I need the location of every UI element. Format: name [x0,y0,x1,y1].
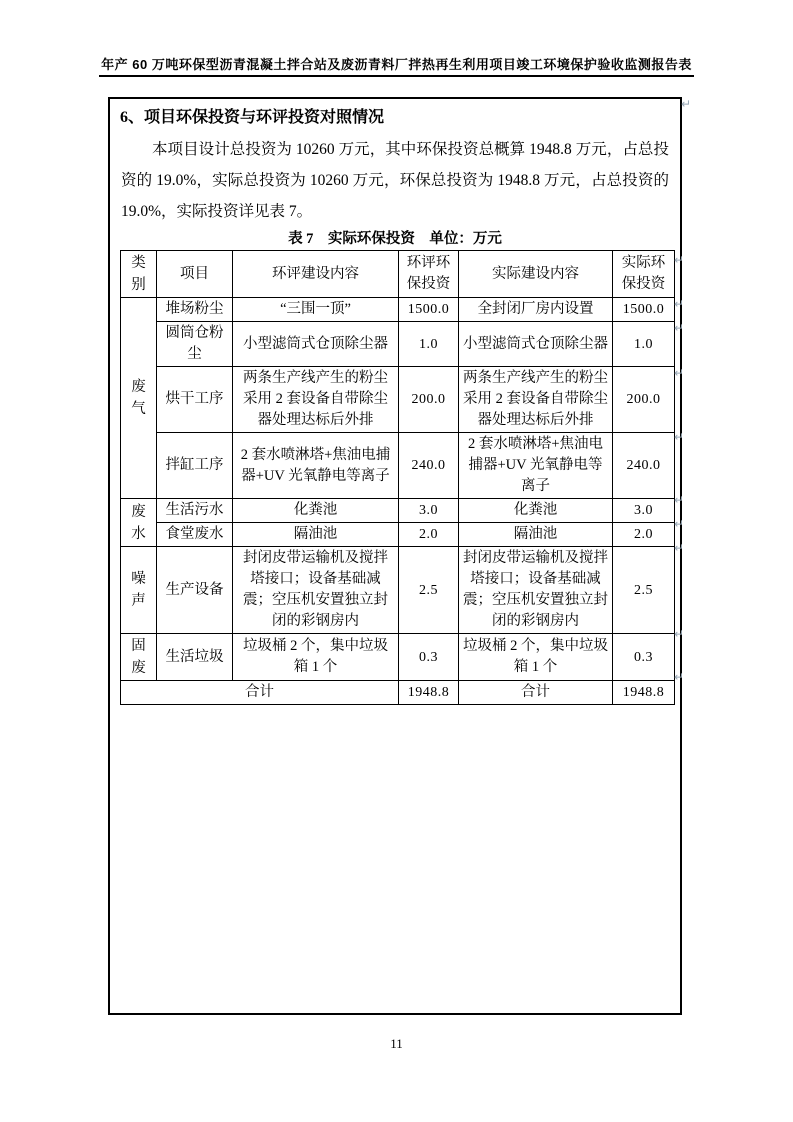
paragraph-mark-icon: ↵ [674,321,685,335]
col-header-project: 项目 [157,251,233,298]
report-form-box [108,97,685,1015]
col-header-eia-content: 环评建设内容 [233,251,399,298]
eia-content-cell: 化粪池 [233,499,399,523]
actual-invest-cell: 2.0 [613,523,675,547]
eia-invest-cell: 200.0 [399,367,459,433]
actual-content-cell: 化粪池 [459,499,613,523]
actual-content-cell: 2 套水喷淋塔+焦油电捕器+UV 光氧静电等离子 [459,433,613,499]
investment-summary-paragraph: 本项目设计总投资为 10260 万元，其中环保投资总概算 1948.8 万元，占总投资的 19.0%，实际总投资为 10260 万元，环保总投资为 1948.8 万元，占总投资的 19.0%，实际投资详见表 7。 [121,141,669,220]
actual-content-cell: 隔油池 [459,523,613,547]
col-header-category: 类别 [121,251,157,298]
actual-invest-cell: 240.0 [613,433,675,499]
eia-invest-cell: 240.0 [399,433,459,499]
paragraph-mark-icon: ↵ [674,627,685,641]
investment-comparison-table [120,250,675,705]
actual-invest-cell: 1.0 [613,322,675,367]
category-cell-solid-waste: 固废 [121,634,157,681]
table-row [121,367,675,433]
table-row [121,523,675,547]
table-header-row [121,251,675,298]
table-row [121,298,675,322]
table-row [121,499,675,523]
total-actual-invest-cell: 1948.8 [613,681,675,705]
paragraph-mark-icon: ↵ [674,297,685,311]
eia-invest-cell: 2.0 [399,523,459,547]
running-header-text: 年产 60 万吨环保型沥青混凝土拌合站及废沥青料厂拌热再生利用项目竣工环境保护验收监测报告表 [99,54,694,77]
actual-invest-cell: 1500.0 [613,298,675,322]
eia-invest-cell: 2.5 [399,547,459,634]
paragraph-mark-icon: ↵ [674,670,685,684]
col-header-actual-invest: 实际环保投资 [613,251,675,298]
col-header-eia-invest: 环评环保投资 [399,251,459,298]
actual-content-cell: 两条生产线产生的粉尘采用 2 套设备自带除尘器处理达标后外排 [459,367,613,433]
paragraph-mark-icon: ↵ [674,517,685,531]
paragraph-mark-icon: ↵ [674,430,685,444]
eia-content-cell: “三围一顶” [233,298,399,322]
eia-content-cell: 垃圾桶 2 个，集中垃圾箱 1 个 [233,634,399,681]
actual-content-cell: 垃圾桶 2 个，集中垃圾箱 1 个 [459,634,613,681]
table-row [121,547,675,634]
table-row [121,634,675,681]
actual-invest-cell: 2.5 [613,547,675,634]
project-cell: 堆场粉尘 [157,298,233,322]
actual-invest-cell: 3.0 [613,499,675,523]
eia-content-cell: 隔油池 [233,523,399,547]
total-eia-invest-cell: 1948.8 [399,681,459,705]
category-cell-waste-gas: 废气 [121,298,157,499]
project-cell: 拌缸工序 [157,433,233,499]
project-cell: 食堂废水 [157,523,233,547]
eia-content-cell: 小型滤筒式仓顶除尘器 [233,322,399,367]
eia-invest-cell: 0.3 [399,634,459,681]
eia-content-cell: 2 套水喷淋塔+焦油电捕器+UV 光氧静电等离子 [233,433,399,499]
category-cell-waste-water: 废水 [121,499,157,547]
paragraph-mark-icon: ↵ [674,541,685,555]
total-actual-label-cell: 合计 [459,681,613,705]
actual-invest-cell: 0.3 [613,634,675,681]
actual-content-cell: 封闭皮带运输机及搅拌塔接口；设备基础减震；空压机安置独立封闭的彩钢房内 [459,547,613,634]
table-row [121,322,675,367]
table-row [121,433,675,499]
project-cell: 生产设备 [157,547,233,634]
actual-invest-cell: 200.0 [613,367,675,433]
category-cell-noise: 噪声 [121,547,157,634]
total-label-cell: 合计 [121,681,399,705]
running-header [0,54,793,77]
table-caption: 表 7 实际环保投资 单位：万元 [288,231,502,247]
project-cell: 圆筒仓粉尘 [157,322,233,367]
page-number: 11 [390,1036,403,1051]
paragraph-mark-icon: ↵ [674,253,685,267]
eia-content-cell: 封闭皮带运输机及搅拌塔接口；设备基础减震；空压机安置独立封闭的彩钢房内 [233,547,399,634]
project-cell: 生活污水 [157,499,233,523]
table-total-row [121,681,675,705]
project-cell: 生活垃圾 [157,634,233,681]
actual-content-cell: 小型滤筒式仓顶除尘器 [459,322,613,367]
eia-content-cell: 两条生产线产生的粉尘采用 2 套设备自带除尘器处理达标后外排 [233,367,399,433]
eia-invest-cell: 1500.0 [399,298,459,322]
eia-invest-cell: 1.0 [399,322,459,367]
col-header-actual-content: 实际建设内容 [459,251,613,298]
eia-invest-cell: 3.0 [399,499,459,523]
paragraph-mark-icon: ↵ [674,366,685,380]
paragraph-mark-icon: ↵ [674,493,685,507]
project-cell: 烘干工序 [157,367,233,433]
paragraph-mark-icon: ↵ [681,97,692,111]
section-title: 6、项目环保投资与环评投资对照情况 [120,109,385,126]
actual-content-cell: 全封闭厂房内设置 [459,298,613,322]
